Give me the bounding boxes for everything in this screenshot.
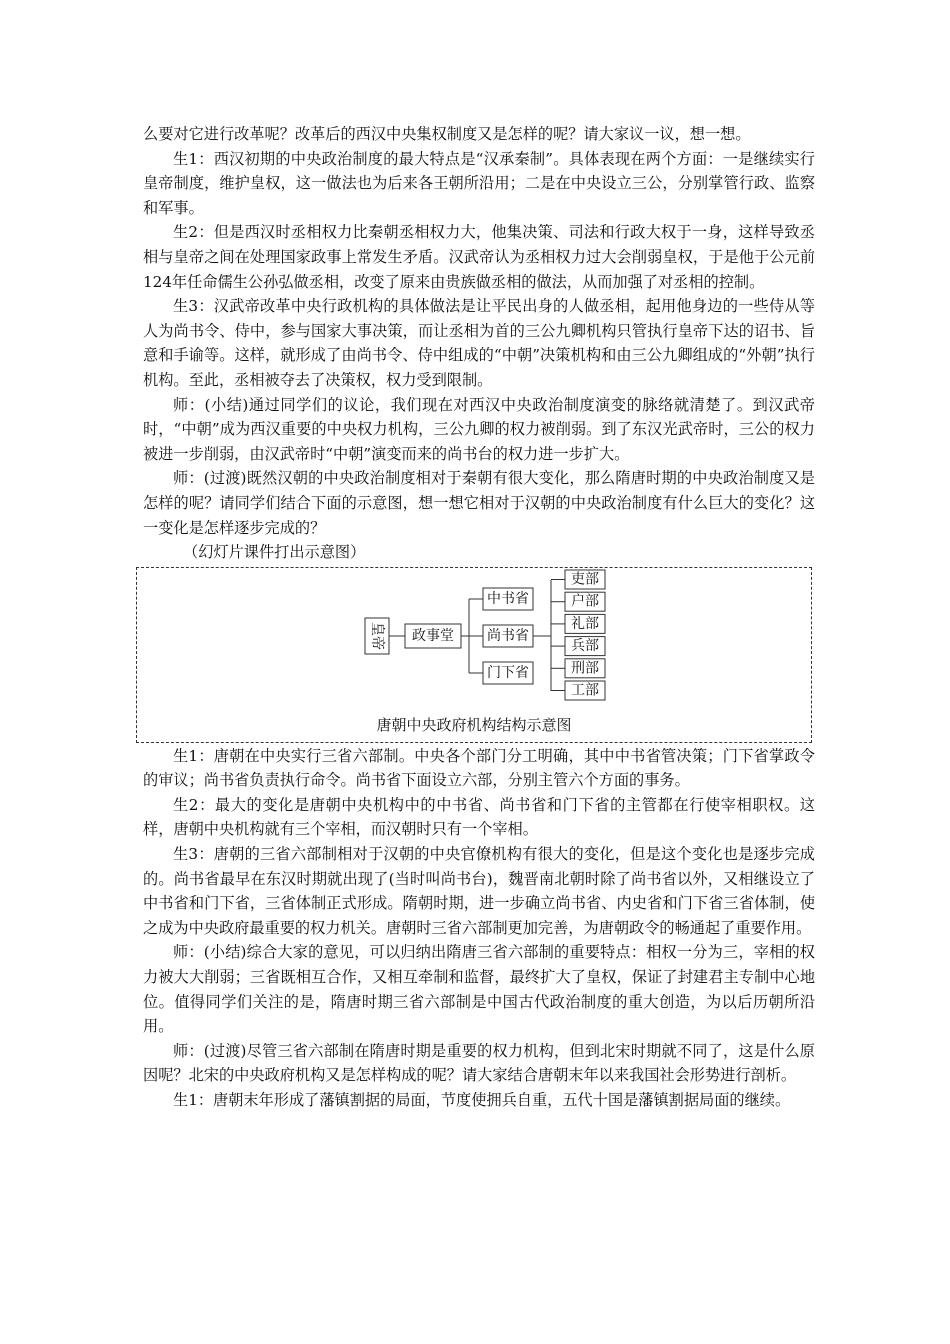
province-label: 门下省 bbox=[487, 664, 529, 681]
paragraph: 生1：唐朝在中央实行三省六部制。中央各个部门分工明确，其中中书省管决策；门下省掌政令的审议；尚书省负责执行命令。尚书省下面设立六部，分别主管六个方面的事务。 bbox=[143, 746, 815, 790]
root-label: 皇帝 bbox=[369, 621, 385, 650]
paragraph: 生3：唐朝的三省六部制相对于汉朝的中央官僚机构有很大的变化，但是这个变化也是逐步完成的。尚书省最早在东汉时期就出现了(当时叫尚书台)，魏晋南北朝时除了尚书省以外，又相继设立了中书省和门下省，三省体制正式形成。隋朝时期，进一步确立尚书省、内史省和门下省三省体制，使之成为中央政府最重要的权力机关。唐朝时三省六部制更加完善，为唐朝政令的畅通起了重要作用。 bbox=[143, 845, 815, 937]
ministries-group bbox=[551, 570, 605, 700]
ministry-label: 工部 bbox=[571, 682, 599, 699]
paragraph: 生1：西汉初期的中央政治制度的最大特点是“汉承秦制”。具体表现在两个方面：一是继续实行皇帝制度，维护皇权，这一做法也为后来各王朝所沿用；二是在中央设立三公，分别掌管行政、监察和军事。 bbox=[143, 149, 815, 217]
ministry-label: 兵部 bbox=[571, 637, 599, 654]
slide-note: （幻灯片课件打出示意图） bbox=[183, 543, 366, 562]
paragraph: 师：(过渡)尽管三省六部制在隋唐时期是重要的权力机构，但到北宋时期就不同了，这是什么原因呢？北宋的中央政府机构又是怎样构成的呢？请大家结合唐朝末年以来我国社会形势进行剖析。 bbox=[143, 1041, 815, 1085]
document-page bbox=[143, 122, 815, 1113]
paragraph: 生2：但是西汉时丞相权力比秦朝丞相权力大，他集决策、司法和行政大权于一身，这样导致丞相与皇帝之间在处理国家政事上常发生矛盾。汉武帝认为丞相权力过大会削弱皇权，于是他于公元前124年任命儒生公孙弘做丞相，改变了原来由贵族做丞相的做法，从而加强了对丞相的控制。 bbox=[143, 223, 815, 291]
paragraph: 生1：唐朝末年形成了藩镇割据的局面，节度使拥兵自重，五代十国是藩镇割据局面的继续。 bbox=[173, 1091, 791, 1109]
province-label: 尚书省 bbox=[487, 627, 529, 644]
paragraph: 师：(小结)综合大家的意见，可以归纳出隋唐三省六部制的重要特点：相权一分为三，宰相的权力被大大削弱；三省既相互合作，又相互牵制和监督，最终扩大了皇权，保证了封建君主专制中心地位。值得同学们关注的是，隋唐时期三省六部制是中国古代政治制度的重大创造，为以后历朝所沿用。 bbox=[143, 943, 815, 1036]
diagram-title: 唐朝中央政府机构结构示意图 bbox=[376, 715, 572, 734]
paragraphs-top bbox=[143, 122, 815, 540]
paragraph: 生2：最大的变化是唐朝中央机构中的中书省、尚书省和门下省的主管都在行使宰相职权。这样，唐朝中央机构就有三个宰相，而汉朝时只有一个宰相。 bbox=[143, 795, 815, 839]
paragraphs-bottom bbox=[143, 744, 815, 1113]
ministry-label: 礼部 bbox=[571, 615, 599, 632]
paragraph: 师：(小结)通过同学们的议论，我们现在对西汉中央政治制度演变的脉络就清楚了。到汉武帝时，“中朝”成为西汉重要的中央权力机构，三公九卿的权力被削弱。到了东汉光武帝时，三公的权力被进一步削弱，由汉武帝时“中朝”演变而来的尚书台的权力进一步扩大。 bbox=[143, 395, 815, 463]
ministry-label: 吏部 bbox=[571, 571, 599, 588]
province-label: 中书省 bbox=[487, 590, 529, 607]
hub-label: 政事堂 bbox=[412, 627, 454, 644]
diagram-frame bbox=[136, 567, 812, 743]
ministry-label: 户部 bbox=[571, 593, 599, 610]
ministry-label: 刑部 bbox=[571, 659, 599, 676]
paragraph: 生3：汉武帝改革中央行政机构的具体做法是让平民出身的人做丞相，起用他身边的一些侍从等人为尚书令、侍中，参与国家大事决策，而让丞相为首的三公九卿机构只管执行皇帝下达的诏书、旨意和手谕等。这样，就形成了由尚书令、侍中组成的“中朝”决策机构和由三公九卿组成的“外朝”执行机构。至此，丞相被夺去了决策权，权力受到限制。 bbox=[143, 297, 815, 389]
paragraph: 么要对它进行改革呢？改革后的西汉中央集权制度又是怎样的呢？请大家议一议，想一想。 bbox=[143, 125, 751, 143]
paragraph: 师：(过渡)既然汉朝的中央政治制度相对于秦朝有很大变化，那么隋唐时期的中央政治制度又是怎样的呢？请同学们结合下面的示意图，想一想它相对于汉朝的中央政治制度有什么巨大的变化？这一变化是怎样逐步完成的？ bbox=[143, 469, 815, 537]
